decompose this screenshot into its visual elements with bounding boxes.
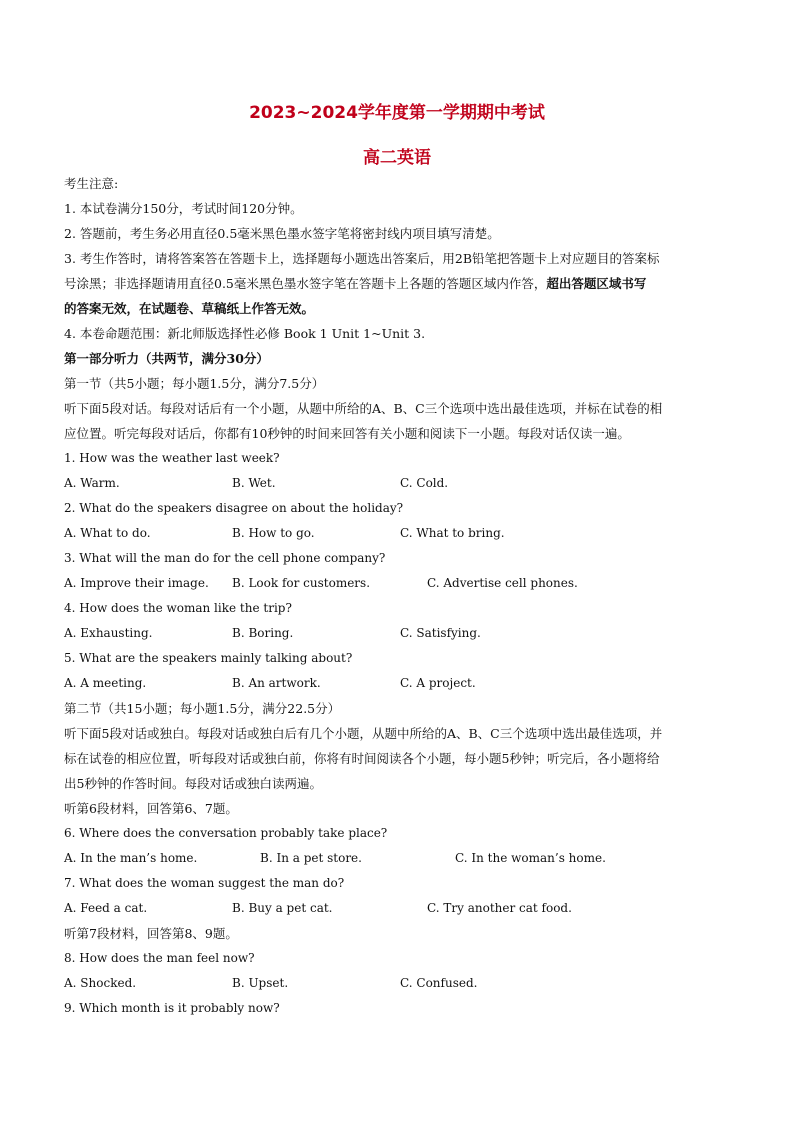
option-b: B. Upset. — [232, 976, 289, 990]
section2-heading: 第二节（共15小题；每小题1.5分，满分22.5分） — [64, 701, 341, 716]
question-9: 9. Which month is it probably now? — [64, 1001, 280, 1015]
option-c: C. Cold. — [400, 476, 449, 490]
option-c: C. What to bring. — [400, 526, 505, 540]
section1-heading: 第一节（共5小题；每小题1.5分，满分7.5分） — [64, 376, 325, 391]
question-3: 3. What will the man do for the cell phone company? — [64, 551, 386, 565]
option-b: B. Look for customers. — [232, 576, 371, 590]
option-a: A. Improve their image. — [64, 576, 209, 590]
option-c: C. Confused. — [400, 976, 478, 990]
option-c: C. In the woman’s home. — [455, 851, 606, 865]
part1-heading: 第一部分听力（共两节，满分30分） — [64, 351, 269, 366]
option-b: B. How to go. — [232, 526, 315, 540]
question-6: 6. Where does the conversation probably take place? — [64, 826, 388, 840]
notice-item-3-line3: 的答案无效，在试题卷、草稿纸上作答无效。 — [64, 301, 315, 316]
option-c: C. Advertise cell phones. — [427, 576, 578, 590]
notice-item-2: 2. 答题前，考生务必用直径0.5毫米黑色墨水签字笔将密封线内项目填写清楚。 — [64, 226, 500, 241]
section2-instructions-line3: 出5秒钟的作答时间。每段对话或独白读两遍。 — [64, 776, 322, 791]
notice-item-1: 1. 本试卷满分150分，考试时间120分钟。 — [64, 201, 303, 216]
option-b: B. In a pet store. — [260, 851, 362, 865]
option-b: B. Wet. — [232, 476, 276, 490]
option-c: C. Satisfying. — [400, 626, 481, 640]
question-5: 5. What are the speakers mainly talking about? — [64, 651, 353, 665]
option-a: A. Feed a cat. — [64, 901, 148, 915]
question-8: 8. How does the man feel now? — [64, 951, 255, 965]
option-a: A. In the man’s home. — [64, 851, 198, 865]
option-c: C. Try another cat food. — [427, 901, 572, 915]
notice-item-3-line2 — [64, 271, 734, 296]
option-a: A. Exhausting. — [64, 626, 153, 640]
option-a: A. What to do. — [64, 526, 151, 540]
option-a: A. A meeting. — [64, 676, 147, 690]
question-2: 2. What do the speakers disagree on about the holiday? — [64, 501, 404, 515]
notice-item-4: 4. 本卷命题范围：新北师版选择性必修 Book 1 Unit 1~Unit 3. — [64, 326, 426, 341]
question-7: 7. What does the woman suggest the man do? — [64, 876, 345, 890]
option-b: B. Buy a pet cat. — [232, 901, 333, 915]
question-4: 4. How does the woman like the trip? — [64, 601, 292, 615]
notice-item-3-line1: 3. 考生作答时，请将答案答在答题卡上，选择题每小题选出答案后，用2B铅笔把答题卡上对应题目的答案标 — [64, 251, 660, 266]
option-a: A. Shocked. — [64, 976, 137, 990]
option-c: C. A project. — [400, 676, 476, 690]
material-7-instruction: 听第7段材料，回答第8、9题。 — [64, 926, 238, 941]
option-b: B. An artwork. — [232, 676, 321, 690]
section2-instructions-line2: 标在试卷的相应位置，听每段对话或独白前，你将有时间阅读各个小题，每小题5秒钟；听完后，各小题将给 — [64, 751, 660, 766]
notice-heading: 考生注意: — [64, 176, 119, 191]
exam-title: 2023~2024学年度第一学期期中考试 — [249, 103, 545, 123]
notice-item-3-bold-text: 超出答题区域书写 — [546, 276, 647, 291]
section1-instructions-line1: 听下面5段对话。每段对话后有一个小题，从题中所给的A、B、C三个选项中选出最佳选项，并标在试卷的相 — [64, 401, 663, 416]
exam-subtitle: 高二英语 — [363, 148, 431, 168]
notice-item-3-line2-text: 号涂黑；非选择题请用直径0.5毫米黑色墨水签字笔在答题卡上各题的答题区域内作答， — [64, 276, 547, 291]
material-6-instruction: 听第6段材料，回答第6、7题。 — [64, 801, 238, 816]
section2-instructions-line1: 听下面5段对话或独白。每段对话或独白后有几个小题，从题中所给的A、B、C三个选项中选出最佳选项，并 — [64, 726, 663, 741]
question-1: 1. How was the weather last week? — [64, 451, 280, 465]
section1-instructions-line2: 应位置。听完每段对话后，你都有10秒钟的时间来回答有关小题和阅读下一小题。每段对话仅读一遍。 — [64, 426, 630, 441]
option-b: B. Boring. — [232, 626, 294, 640]
option-a: A. Warm. — [64, 476, 120, 490]
